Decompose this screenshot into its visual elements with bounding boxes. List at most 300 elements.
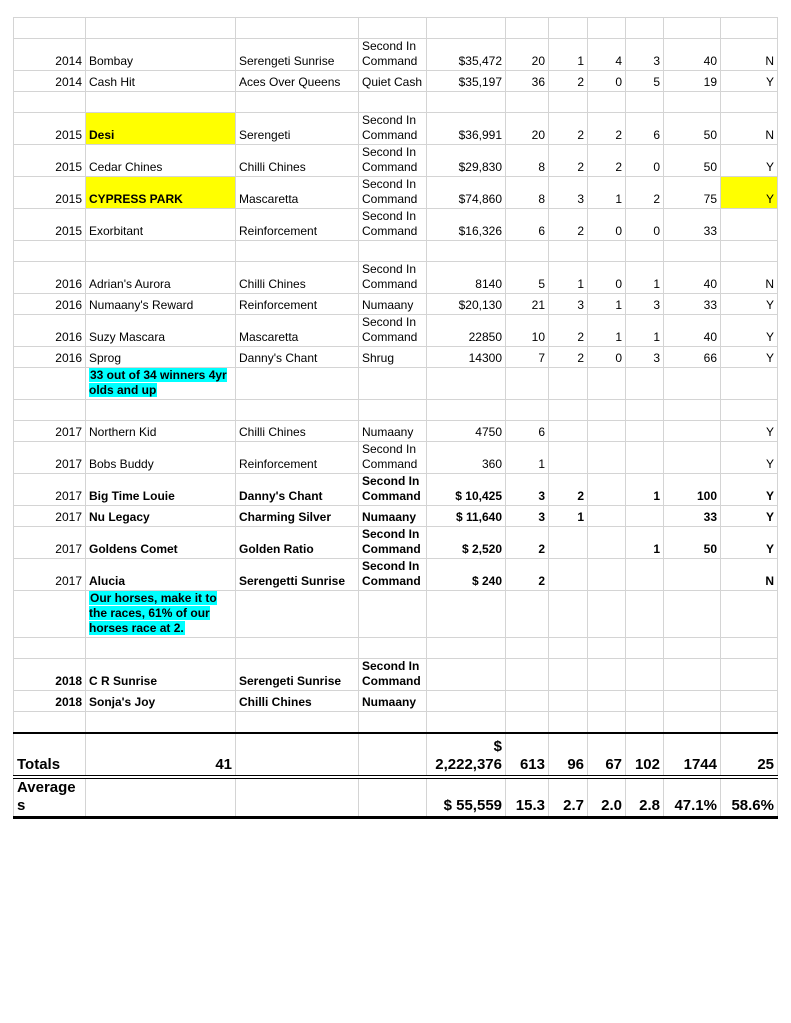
- cell-seconds: 0: [588, 347, 626, 368]
- cell-thirds: [626, 442, 664, 474]
- cell-wins: 3: [549, 294, 588, 315]
- cell-starts-empty: [506, 368, 549, 400]
- table-row: [14, 638, 778, 659]
- totals-seconds: 67: [588, 733, 626, 777]
- averages-raced2: 58.6%: [721, 777, 778, 818]
- cell-note: [86, 368, 236, 400]
- cell-wins-empty: [549, 18, 588, 39]
- table-row: [14, 527, 778, 559]
- cell-earnings-empty: [427, 638, 506, 659]
- table-row: [14, 474, 778, 506]
- cell-thirds: 5: [626, 71, 664, 92]
- cell-year: 2016: [14, 294, 86, 315]
- cell-earnings: [427, 691, 506, 712]
- cell-dam: Second In Command: [359, 209, 427, 241]
- cell-sire: Chilli Chines: [236, 421, 359, 442]
- cell-seconds-empty: [588, 638, 626, 659]
- cell-thirds: 3: [626, 294, 664, 315]
- cell-raced-at-2: Y: [721, 421, 778, 442]
- cell-thirds: 1: [626, 315, 664, 347]
- cell-raced-at-2: N: [721, 113, 778, 145]
- cell-win-pct: 19: [664, 71, 721, 92]
- cell-sire: Serengeti: [236, 113, 359, 145]
- cell-wins: 2: [549, 315, 588, 347]
- cell-seconds: 1: [588, 177, 626, 209]
- cell-raced-at-2: Y: [721, 315, 778, 347]
- cell-starts: 2: [506, 559, 549, 591]
- cell-raced-at-2: [721, 209, 778, 241]
- spreadsheet-page: [13, 17, 778, 819]
- cell-thirds: 6: [626, 113, 664, 145]
- cell-sire-empty: [236, 591, 359, 638]
- cell-thirds-empty: [626, 368, 664, 400]
- cell-earnings: 8140: [427, 262, 506, 294]
- cell-dam: Numaany: [359, 691, 427, 712]
- cell-horse-name-empty: [86, 241, 236, 262]
- cell-year: 2017: [14, 559, 86, 591]
- cell-win-pct: 50: [664, 527, 721, 559]
- totals-wins: 96: [549, 733, 588, 777]
- cell-horse-name: Nu Legacy: [86, 506, 236, 527]
- cell-earnings-empty: [427, 400, 506, 421]
- cell-raced-at-2: Y: [721, 506, 778, 527]
- cell-wins: [549, 559, 588, 591]
- cell-thirds-empty: [626, 92, 664, 113]
- cell-earnings: $20,130: [427, 294, 506, 315]
- cell-raced-at-2: Y: [721, 145, 778, 177]
- cell-seconds: [588, 659, 626, 691]
- cell-raced-at-2: Y: [721, 442, 778, 474]
- cell-sire: Danny's Chant: [236, 347, 359, 368]
- cell-wins-empty: [549, 712, 588, 733]
- averages-wins: 2.7: [549, 777, 588, 818]
- cell-sire: Reinforcement: [236, 442, 359, 474]
- cell-raced-at-2-empty: [721, 400, 778, 421]
- cell-win-pct: 75: [664, 177, 721, 209]
- cell-year: 2014: [14, 71, 86, 92]
- table-row: [14, 39, 778, 71]
- cell-raced-at-2: Y: [721, 71, 778, 92]
- cell-win-pct: 50: [664, 145, 721, 177]
- cell-wins: 2: [549, 347, 588, 368]
- cell-horse-name: Big Time Louie: [86, 474, 236, 506]
- cell-thirds: 1: [626, 262, 664, 294]
- cell-horse-name: Bombay: [86, 39, 236, 71]
- cell-dam-empty: [359, 92, 427, 113]
- cell-note: [86, 591, 236, 638]
- table-row: [14, 591, 778, 638]
- cell-seconds: [588, 559, 626, 591]
- cell-thirds: [626, 691, 664, 712]
- cell-raced-at-2: N: [721, 262, 778, 294]
- cell-win-pct: 40: [664, 262, 721, 294]
- cell-earnings-empty: [427, 368, 506, 400]
- table-row: [14, 262, 778, 294]
- cell-year: 2015: [14, 209, 86, 241]
- cell-win-pct: [664, 442, 721, 474]
- cell-year-empty: [14, 712, 86, 733]
- cell-win-pct: [664, 559, 721, 591]
- cell-sire: Danny's Chant: [236, 474, 359, 506]
- cell-starts: 6: [506, 209, 549, 241]
- cell-wins-empty: [549, 241, 588, 262]
- table-row: [14, 559, 778, 591]
- cell-dam: Numaany: [359, 506, 427, 527]
- cell-raced-at-2: Y: [721, 294, 778, 315]
- cell-dam: Second In Command: [359, 262, 427, 294]
- cell-thirds: 0: [626, 209, 664, 241]
- cell-starts: 3: [506, 474, 549, 506]
- cell-seconds-empty: [588, 92, 626, 113]
- cell-year-empty: [14, 241, 86, 262]
- cell-win-pct-empty: [664, 591, 721, 638]
- cell-seconds: [588, 527, 626, 559]
- averages-seconds: 2.0: [588, 777, 626, 818]
- cell-sire: Chilli Chines: [236, 262, 359, 294]
- cell-horse-name: CYPRESS PARK: [86, 177, 236, 209]
- cell-year: 2014: [14, 39, 86, 71]
- cell-year-empty: [14, 368, 86, 400]
- cell-earnings: $ 240: [427, 559, 506, 591]
- cell-dam: Second In Command: [359, 315, 427, 347]
- cell-earnings-empty: [427, 241, 506, 262]
- cell-earnings: [427, 659, 506, 691]
- cell-seconds: 0: [588, 209, 626, 241]
- cell-sire: Mascaretta: [236, 177, 359, 209]
- cell-sire-empty: [236, 92, 359, 113]
- cell-thirds: 1: [626, 474, 664, 506]
- cell-starts: 8: [506, 145, 549, 177]
- cell-thirds-empty: [626, 400, 664, 421]
- totals-pct: 1744: [664, 733, 721, 777]
- cell-seconds: 1: [588, 294, 626, 315]
- table-row: [14, 315, 778, 347]
- cell-seconds-empty: [588, 241, 626, 262]
- cell-dam: Second In Command: [359, 177, 427, 209]
- cell-wins-empty: [549, 638, 588, 659]
- cell-dam: Quiet Cash: [359, 71, 427, 92]
- cell-raced-at-2: [721, 691, 778, 712]
- table-row: [14, 92, 778, 113]
- cell-dam: Numaany: [359, 421, 427, 442]
- cell-win-pct: 100: [664, 474, 721, 506]
- cell-thirds: [626, 421, 664, 442]
- cell-sire-empty: [236, 400, 359, 421]
- cell-raced-at-2: N: [721, 559, 778, 591]
- cell-sire: Charming Silver: [236, 506, 359, 527]
- cell-raced-at-2-empty: [721, 241, 778, 262]
- cell-starts: 3: [506, 506, 549, 527]
- cell-dam-empty: [359, 241, 427, 262]
- cell-starts: 2: [506, 527, 549, 559]
- cell-dam: Shrug: [359, 347, 427, 368]
- cell-starts: 5: [506, 262, 549, 294]
- cell-earnings: $74,860: [427, 177, 506, 209]
- cell-starts: 8: [506, 177, 549, 209]
- cell-year: 2016: [14, 315, 86, 347]
- cell-horse-name: Alucia: [86, 559, 236, 591]
- cell-sire: Reinforcement: [236, 209, 359, 241]
- cell-horse-name: Numaany's Reward: [86, 294, 236, 315]
- cell-starts: 7: [506, 347, 549, 368]
- table-row: [14, 659, 778, 691]
- cell-seconds: 0: [588, 262, 626, 294]
- cell-thirds: 0: [626, 145, 664, 177]
- cell-sire-empty: [236, 638, 359, 659]
- cell-seconds: [588, 421, 626, 442]
- table-body: [14, 18, 778, 818]
- cell-year-empty: [14, 18, 86, 39]
- cell-horse-name: Sprog: [86, 347, 236, 368]
- cell-win-pct: [664, 659, 721, 691]
- cell-raced-at-2: Y: [721, 527, 778, 559]
- cell-sire: Reinforcement: [236, 294, 359, 315]
- cell-wins: 3: [549, 177, 588, 209]
- cell-starts: [506, 659, 549, 691]
- cell-starts-empty: [506, 241, 549, 262]
- cell-win-pct: 33: [664, 294, 721, 315]
- cell-raced-at-2: N: [721, 39, 778, 71]
- cell-win-pct-empty: [664, 18, 721, 39]
- cell-win-pct: [664, 691, 721, 712]
- cell-year-empty: [14, 92, 86, 113]
- cell-sire-empty: [236, 777, 359, 818]
- cell-dam-empty: [359, 777, 427, 818]
- cell-wins: [549, 442, 588, 474]
- cell-win-pct: 40: [664, 315, 721, 347]
- table-row: [14, 712, 778, 733]
- cell-wins: 1: [549, 506, 588, 527]
- cell-horse-name-empty: [86, 638, 236, 659]
- cell-wins: 2: [549, 474, 588, 506]
- cell-sire: Chilli Chines: [236, 145, 359, 177]
- table-row: [14, 347, 778, 368]
- cell-earnings: 360: [427, 442, 506, 474]
- cell-thirds: [626, 506, 664, 527]
- cell-dam: Second In Command: [359, 442, 427, 474]
- cell-sire-empty: [236, 241, 359, 262]
- cell-starts-empty: [506, 18, 549, 39]
- cell-horse-name: Bobs Buddy: [86, 442, 236, 474]
- cell-seconds: 4: [588, 39, 626, 71]
- cell-earnings: $36,991: [427, 113, 506, 145]
- cell-horse-name: Goldens Comet: [86, 527, 236, 559]
- cell-earnings-empty: [427, 18, 506, 39]
- cell-starts: 20: [506, 39, 549, 71]
- cell-raced-at-2-empty: [721, 712, 778, 733]
- cell-sire: Chilli Chines: [236, 691, 359, 712]
- cell-wins: 1: [549, 262, 588, 294]
- cell-horse-name: Exorbitant: [86, 209, 236, 241]
- cell-dam-empty: [359, 638, 427, 659]
- cell-dam-empty: [359, 591, 427, 638]
- cell-sire: Serengetti Sunrise: [236, 559, 359, 591]
- cell-thirds-empty: [626, 591, 664, 638]
- cell-win-pct-empty: [664, 638, 721, 659]
- cell-starts: [506, 691, 549, 712]
- cell-thirds-empty: [626, 241, 664, 262]
- cell-year: 2017: [14, 442, 86, 474]
- totals-starts: 613: [506, 733, 549, 777]
- cell-seconds: 2: [588, 145, 626, 177]
- cell-horse-name: Sonja's Joy: [86, 691, 236, 712]
- table-row: [14, 145, 778, 177]
- cell-horse-name-empty: [86, 712, 236, 733]
- cell-wins: 2: [549, 113, 588, 145]
- cell-seconds-empty: [588, 18, 626, 39]
- table-row: [14, 209, 778, 241]
- cell-earnings: $ 10,425: [427, 474, 506, 506]
- cell-year: 2015: [14, 145, 86, 177]
- cell-earnings: $ 11,640: [427, 506, 506, 527]
- cell-horse-name: Suzy Mascara: [86, 315, 236, 347]
- cell-win-pct: 40: [664, 39, 721, 71]
- cell-thirds: 2: [626, 177, 664, 209]
- cell-wins: 2: [549, 209, 588, 241]
- cell-earnings: $ 2,520: [427, 527, 506, 559]
- table-row: [14, 294, 778, 315]
- cell-starts: 10: [506, 315, 549, 347]
- cell-dam: Second In Command: [359, 527, 427, 559]
- cell-starts-empty: [506, 400, 549, 421]
- cell-wins: [549, 659, 588, 691]
- cell-earnings: 4750: [427, 421, 506, 442]
- cell-dam-empty: [359, 368, 427, 400]
- cell-thirds: 3: [626, 39, 664, 71]
- cell-wins-empty: [549, 591, 588, 638]
- cell-seconds-empty: [588, 712, 626, 733]
- cell-year: 2016: [14, 262, 86, 294]
- cell-sire: Aces Over Queens: [236, 71, 359, 92]
- cell-thirds-empty: [626, 638, 664, 659]
- cell-starts: 1: [506, 442, 549, 474]
- cell-sire: Mascaretta: [236, 315, 359, 347]
- cell-seconds: 1: [588, 315, 626, 347]
- cell-starts: 21: [506, 294, 549, 315]
- cell-dam-empty: [359, 18, 427, 39]
- cell-sire: Golden Ratio: [236, 527, 359, 559]
- cell-year: 2017: [14, 421, 86, 442]
- cell-horse-name: Adrian's Aurora: [86, 262, 236, 294]
- cell-earnings-empty: [427, 92, 506, 113]
- cell-wins-empty: [549, 92, 588, 113]
- table-row: [14, 18, 778, 39]
- cell-dam: Second In Command: [359, 113, 427, 145]
- cell-sire: Serengeti Sunrise: [236, 39, 359, 71]
- cell-win-pct: 50: [664, 113, 721, 145]
- cell-starts-empty: [506, 591, 549, 638]
- cell-seconds-empty: [588, 400, 626, 421]
- cell-win-pct-empty: [664, 368, 721, 400]
- cell-seconds: [588, 474, 626, 506]
- cell-sire-empty: [236, 368, 359, 400]
- cell-horse-name-empty: [86, 92, 236, 113]
- cell-win-pct: [664, 421, 721, 442]
- cell-raced-at-2-empty: [721, 638, 778, 659]
- cell-earnings-empty: [427, 712, 506, 733]
- cell-horse-name: C R Sunrise: [86, 659, 236, 691]
- averages-earnings: $ 55,559: [427, 777, 506, 818]
- cell-seconds: 0: [588, 71, 626, 92]
- averages-pct: 47.1%: [664, 777, 721, 818]
- totals-thirds: 102: [626, 733, 664, 777]
- table-row: [14, 71, 778, 92]
- table-row: [14, 506, 778, 527]
- cell-dam: Second In Command: [359, 474, 427, 506]
- cell-dam-empty: [359, 712, 427, 733]
- table-row: [14, 442, 778, 474]
- cell-horse-name: Cash Hit: [86, 71, 236, 92]
- cell-dam-empty: [359, 400, 427, 421]
- cell-starts: 20: [506, 113, 549, 145]
- cell-thirds-empty: [626, 712, 664, 733]
- cell-raced-at-2: Y: [721, 177, 778, 209]
- cell-earnings: 14300: [427, 347, 506, 368]
- cell-horse-name: Northern Kid: [86, 421, 236, 442]
- cell-dam: Second In Command: [359, 145, 427, 177]
- cell-year: 2018: [14, 691, 86, 712]
- cell-win-pct-empty: [664, 712, 721, 733]
- averages-label: Averages: [14, 777, 86, 818]
- totals-horse-count: 41: [86, 733, 236, 777]
- cell-year-empty: [14, 591, 86, 638]
- totals-raced2: 25: [721, 733, 778, 777]
- cell-raced-at-2-empty: [721, 92, 778, 113]
- cell-horse-name-empty: [86, 18, 236, 39]
- cell-seconds: [588, 506, 626, 527]
- cell-thirds: 3: [626, 347, 664, 368]
- cell-wins-empty: [549, 368, 588, 400]
- cell-win-pct: 66: [664, 347, 721, 368]
- cell-year: 2018: [14, 659, 86, 691]
- cell-year-empty: [14, 400, 86, 421]
- cell-wins: 1: [549, 39, 588, 71]
- cell-dam: Second In Command: [359, 659, 427, 691]
- cell-raced-at-2-empty: [721, 368, 778, 400]
- cell-year: 2015: [14, 113, 86, 145]
- cell-seconds-empty: [588, 591, 626, 638]
- cell-seconds: 2: [588, 113, 626, 145]
- cell-thirds: 1: [626, 527, 664, 559]
- averages-thirds: 2.8: [626, 777, 664, 818]
- cell-wins: [549, 691, 588, 712]
- cell-win-pct-empty: [664, 92, 721, 113]
- cell-sire-empty: [236, 712, 359, 733]
- cell-earnings-empty: [427, 591, 506, 638]
- horse-results-table: [13, 17, 778, 819]
- cell-raced-at-2: Y: [721, 474, 778, 506]
- cell-raced-at-2: [721, 659, 778, 691]
- totals-label: Totals: [14, 733, 86, 777]
- table-row: [14, 777, 778, 818]
- cell-win-pct-empty: [664, 400, 721, 421]
- cell-seconds-empty: [588, 368, 626, 400]
- cell-horse-name-empty: [86, 400, 236, 421]
- cell-starts-empty: [506, 92, 549, 113]
- cell-starts: 36: [506, 71, 549, 92]
- cell-year: 2017: [14, 506, 86, 527]
- cell-sire: Serengeti Sunrise: [236, 659, 359, 691]
- cell-wins: [549, 527, 588, 559]
- cell-seconds: [588, 442, 626, 474]
- cell-raced-at-2-empty: [721, 18, 778, 39]
- cell-thirds: [626, 559, 664, 591]
- cell-earnings: $16,326: [427, 209, 506, 241]
- cell-seconds: [588, 691, 626, 712]
- note-text: Our horses, make it to the races, 61% of our horses race at 2.: [89, 591, 217, 635]
- cell-sire-empty: [236, 733, 359, 777]
- cell-year-empty: [14, 638, 86, 659]
